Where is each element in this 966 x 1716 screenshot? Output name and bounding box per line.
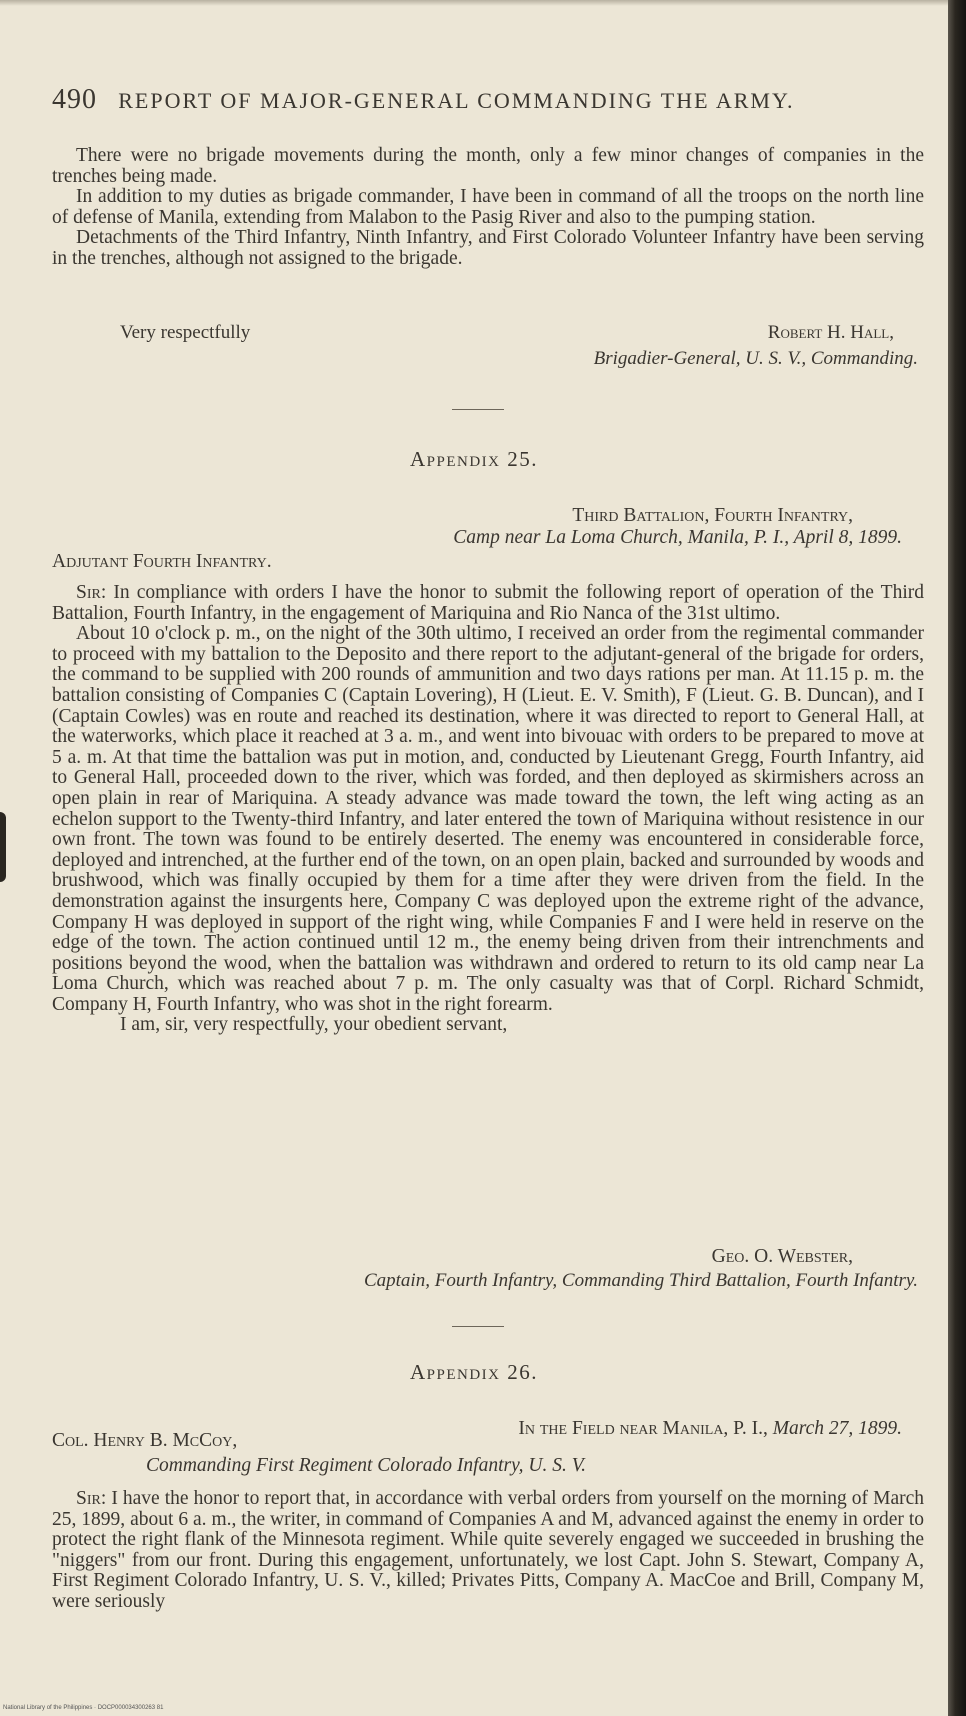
salutation: Sir:	[76, 582, 107, 603]
appendix-26-place: In the Field near Manila, P. I.,	[518, 1418, 768, 1439]
appendix-25-from: Third Battalion, Fourth Infantry,	[572, 505, 853, 526]
appendix-26-date: March 27, 1899.	[772, 1418, 902, 1439]
appendix-26-paragraph	[52, 1489, 924, 1613]
appendix-26-addressee: Col. Henry B. McCoy,	[52, 1430, 238, 1451]
intro-paragraph: In addition to my duties as brigade commander, I have been in command of all the troops on the north line of defense of Manila, extending from Malabon to the Pasig River and also to the pumping station.	[52, 186, 924, 228]
book-spine-edge	[948, 0, 966, 1716]
paragraph-text: I have the honor to report that, in accordance with verbal orders from yourself on the morning of March 25, 1899, about 6 a. m., the writer, in command of Companies A and M, advanced against the enemy in order to protect the right flank of the Minnesota regiment. While quite severely engaged we succeeded in brushing the "niggers" from our front. During this engagement, unfortunately, we lost Capt. John S. Stewart, Company A, First Regiment Colorado Infantry, U. S. V., killed; Privates Pitts, Company A. MacCoe and Brill, Company M, were seriously	[52, 1488, 924, 1612]
appendix-25-closing: I am, sir, very respectfully, your obedient servant,	[120, 1014, 508, 1036]
ink-blot	[0, 812, 6, 882]
appendix-25-addressee: Adjutant Fourth Infantry.	[52, 551, 272, 572]
intro-closing: Very respectfully	[120, 322, 251, 343]
appendix-25-signer: Geo. O. Webster,	[711, 1246, 853, 1267]
page-header	[52, 84, 872, 116]
intro-signer-title: Brigadier-General, U. S. V., Commanding.	[593, 348, 918, 369]
appendix-25-paragraph: About 10 o'clock p. m., on the night of the 30th ultimo, I received an order from the regimental commander to proceed with my battalion to the Deposito and there report to the adjutant-general of the brigade for orders, the command to be supplied with 200 rounds of ammunition and two days rations per man. At 11.15 p. m. the battalion consisting of Companies C (Captain Lovering), H (Lieut. E. V. Smith), F (Lieut. G. B. Duncan), and I (Captain Cowles) was en route and reached its destination, where it was directed to report to General Hall, at the waterworks, which place it reached at 3 a. m., and went into bivouac with orders to be prepared to move at 5 a. m. At that time the battalion was put in motion, and, conducted by Lieutenant Gregg, Fourth Infantry, aid to General Hall, proceeded down to the river, which was forded, and then deployed as skirmishers across an open plain in rear of Mariquina. A steady advance was made toward the town, the left wing acting as an echelon support to the Twenty-third Infantry, and later entered the town of Mariquina without resistence in our own front. The town was found to be entirely deserted. The enemy was encountered in considerable force, deployed and intrenched, at the further end of the town, on an open plain, backed and surrounded by woods and brushwood, which was finally occupied by them for a time after they were driven from the field. In the demonstration against the insurgents here, Company C was deployed upon the extreme right of the advance, Company H was deployed in support of the right wing, while Companies F and I were held in reserve on the edge of the town. The action continued until 12 m., the enemy being driven from their intrenchments and positions beyond the wood, when the battalion was withdrawn and ordered to return to its old camp near La Loma Church, which was reached about 7 p. m. The only casualty was that of Corpl. Richard Schmidt, Company H, Fourth Infantry, who was shot in the right forearm.	[52, 623, 924, 1015]
intro-signer: Robert H. Hall,	[767, 322, 894, 343]
appendix-26-heading: Appendix 26.	[409, 1360, 538, 1384]
appendix-26-addressee-title: Commanding First Regiment Colorado Infantry, U. S. V.	[146, 1455, 587, 1476]
appendix-26-body	[52, 1489, 924, 1613]
page-number: 490	[52, 84, 97, 115]
section-divider	[452, 1326, 504, 1327]
salutation: Sir:	[76, 1488, 107, 1509]
intro-paragraph: There were no brigade movements during the month, only a few minor changes of companies in the trenches being made.	[52, 145, 924, 187]
paragraph-text: In compliance with orders I have the honor to submit the following report of operation of the Third Battalion, Fourth Infantry, in the engagement of Mariquina and Rio Nanca of the 31st ultimo.	[52, 582, 924, 624]
intro-paragraph: Detachments of the Third Infantry, Ninth Infantry, and First Colorado Volunteer Infantry have been serving in the trenches, although not assigned to the brigade.	[52, 227, 924, 269]
scan-footer: National Library of the Philippines · DOCP000034300263 81	[3, 1705, 164, 1711]
section-divider	[452, 409, 504, 410]
appendix-25-body	[52, 583, 924, 1036]
running-title: REPORT OF MAJOR-GENERAL COMMANDING THE ARMY.	[118, 88, 795, 113]
intro-text	[52, 146, 924, 270]
appendix-25-signer-title: Captain, Fourth Infantry, Commanding Third Battalion, Fourth Infantry.	[363, 1270, 918, 1291]
appendix-25-heading: Appendix 25.	[409, 447, 538, 471]
appendix-25-paragraph	[52, 583, 924, 624]
appendix-25-place-date: Camp near La Loma Church, Manila, P. I., April 8, 1899.	[453, 527, 902, 548]
page-top-edge	[0, 0, 948, 6]
appendix-26-place-date	[518, 1418, 902, 1440]
